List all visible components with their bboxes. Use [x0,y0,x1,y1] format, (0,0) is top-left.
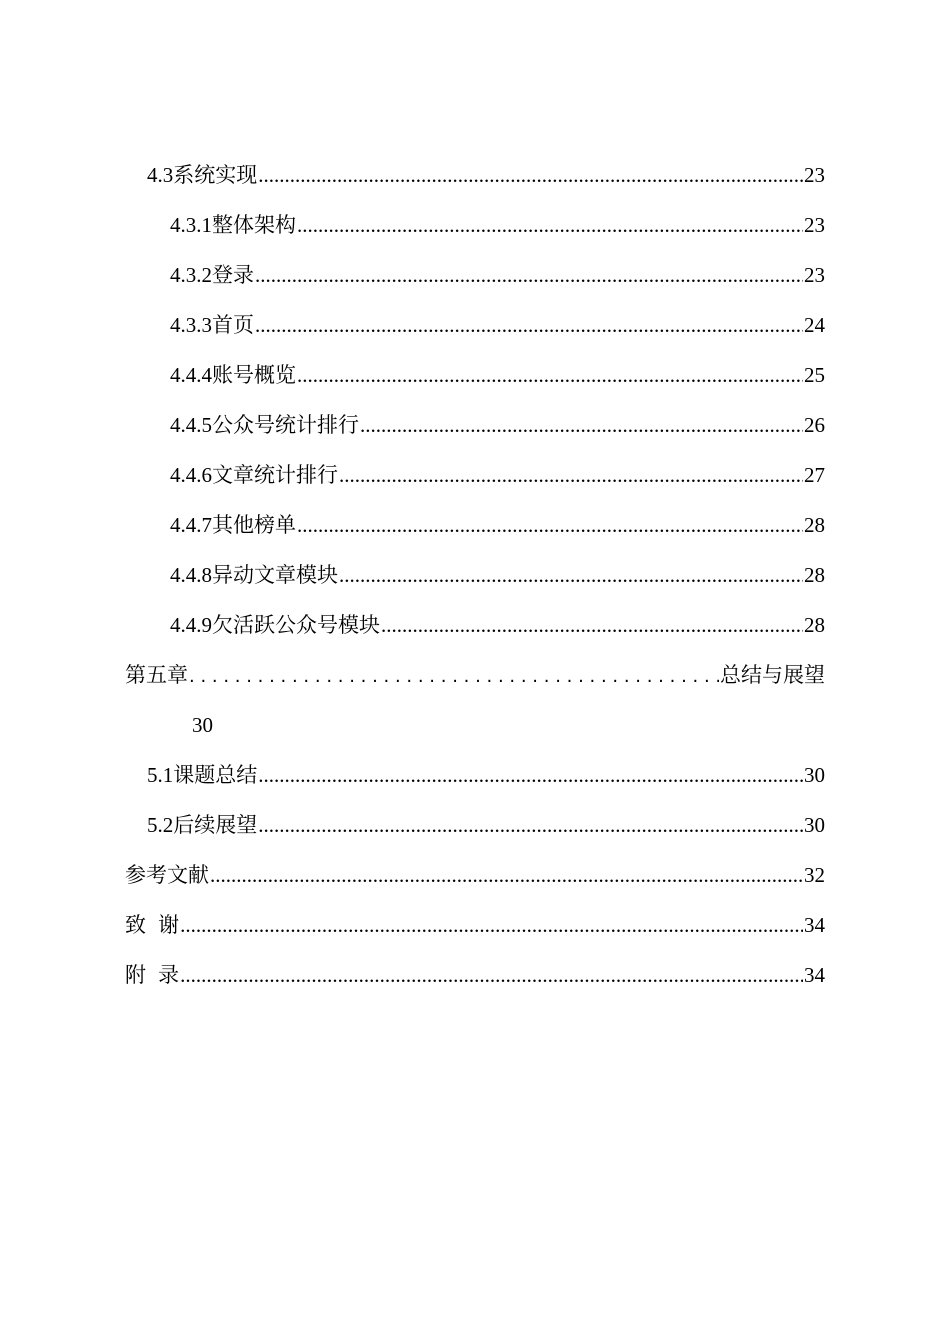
toc-entry-title: 参考文献 [125,863,209,887]
toc-entry-page: 34 [804,963,825,987]
toc-leader [360,400,803,450]
toc-entry[interactable] [147,800,825,850]
toc-entry-page: 23 [804,213,825,237]
toc-leader [297,500,803,550]
toc-leader [258,150,803,200]
toc-entry-number: 4.4.9 [170,613,212,637]
toc-entry[interactable] [170,550,825,600]
toc-entry[interactable] [170,400,825,450]
toc-entry-title: 课题总结 [173,763,258,787]
toc-entry-number: 4.3.2 [170,263,212,287]
toc-entry-page: 28 [804,563,825,587]
toc-leader [381,600,803,650]
toc-chapter-entry[interactable] [125,650,825,700]
toc-entry-title: 异动文章模块 [212,563,338,587]
toc-entry-number: 4.4.5 [170,413,212,437]
toc-entry-title: 后续展望 [173,813,258,837]
toc-entry-number: 4.4.7 [170,513,212,537]
toc-entry-number: 4.3 [147,163,174,187]
toc-entry[interactable] [170,300,825,350]
toc-chapter-page: 30 [192,713,213,737]
toc-entry-page: 32 [804,863,825,887]
toc-leader [180,900,803,950]
toc-leader [339,450,803,500]
toc-leader [255,300,803,350]
toc-entry-number: 4.3.1 [170,213,212,237]
toc-entry-title: 首页 [212,313,254,337]
toc-leader [255,250,803,300]
toc-entry-page: 23 [804,263,825,287]
toc-leader [297,200,803,250]
toc-entry-number: 4.4.6 [170,463,212,487]
toc-entry-page: 23 [804,163,825,187]
toc-entry-number: 4.4.8 [170,563,212,587]
toc-entry-label-second: 谢 [158,913,180,937]
toc-entry-number: 4.3.3 [170,313,212,337]
toc-entry-page: 26 [804,413,825,437]
toc-leader [258,800,803,850]
toc-entry-page: 27 [804,463,825,487]
toc-entry-title: 欠活跃公众号模块 [212,613,380,637]
toc-chapter-title: 总结与展望 [720,663,825,687]
toc-entry[interactable] [125,900,825,950]
toc-entry[interactable] [170,450,825,500]
toc-entry-page: 28 [804,513,825,537]
toc-leader [339,550,803,600]
toc-chapter-label: 第五章 [125,663,188,687]
toc-entry-title: 账号概览 [212,363,296,387]
toc-leader [297,350,803,400]
toc-entry[interactable] [170,600,825,650]
toc-entry-title: 公众号统计排行 [212,413,359,437]
toc-leader [189,652,719,702]
toc-leader [210,850,803,900]
toc-entry[interactable] [170,350,825,400]
toc-entry-number: 5.2 [147,813,174,837]
toc-leader [258,750,803,800]
toc-entry[interactable] [125,850,825,900]
toc-entry-number: 5.1 [147,763,174,787]
toc-entry[interactable] [125,950,825,1000]
toc-entry-number: 4.4.4 [170,363,212,387]
toc-entry-label-second: 录 [158,963,180,987]
toc-entry[interactable] [147,150,825,200]
toc-entry-page: 34 [804,913,825,937]
toc-entry[interactable] [170,200,825,250]
toc-entry-title: 整体架构 [212,213,296,237]
toc-entry-title: 其他榜单 [212,513,296,537]
toc-entry-page: 30 [804,813,825,837]
toc-entry-title: 系统实现 [173,163,258,187]
toc-entry-label-first: 附 [125,963,146,987]
toc-leader [180,950,803,1000]
toc-entry-page: 30 [804,763,825,787]
toc-entry-page: 25 [804,363,825,387]
toc-entry[interactable] [170,250,825,300]
toc-entry-title: 文章统计排行 [212,463,338,487]
toc-entry-page: 28 [804,613,825,637]
toc-entry[interactable] [147,750,825,800]
toc-entry-page: 24 [804,313,825,337]
toc-entry-label-first: 致 [125,913,146,937]
toc-entry-title: 登录 [212,263,254,287]
toc-entry[interactable] [170,500,825,550]
